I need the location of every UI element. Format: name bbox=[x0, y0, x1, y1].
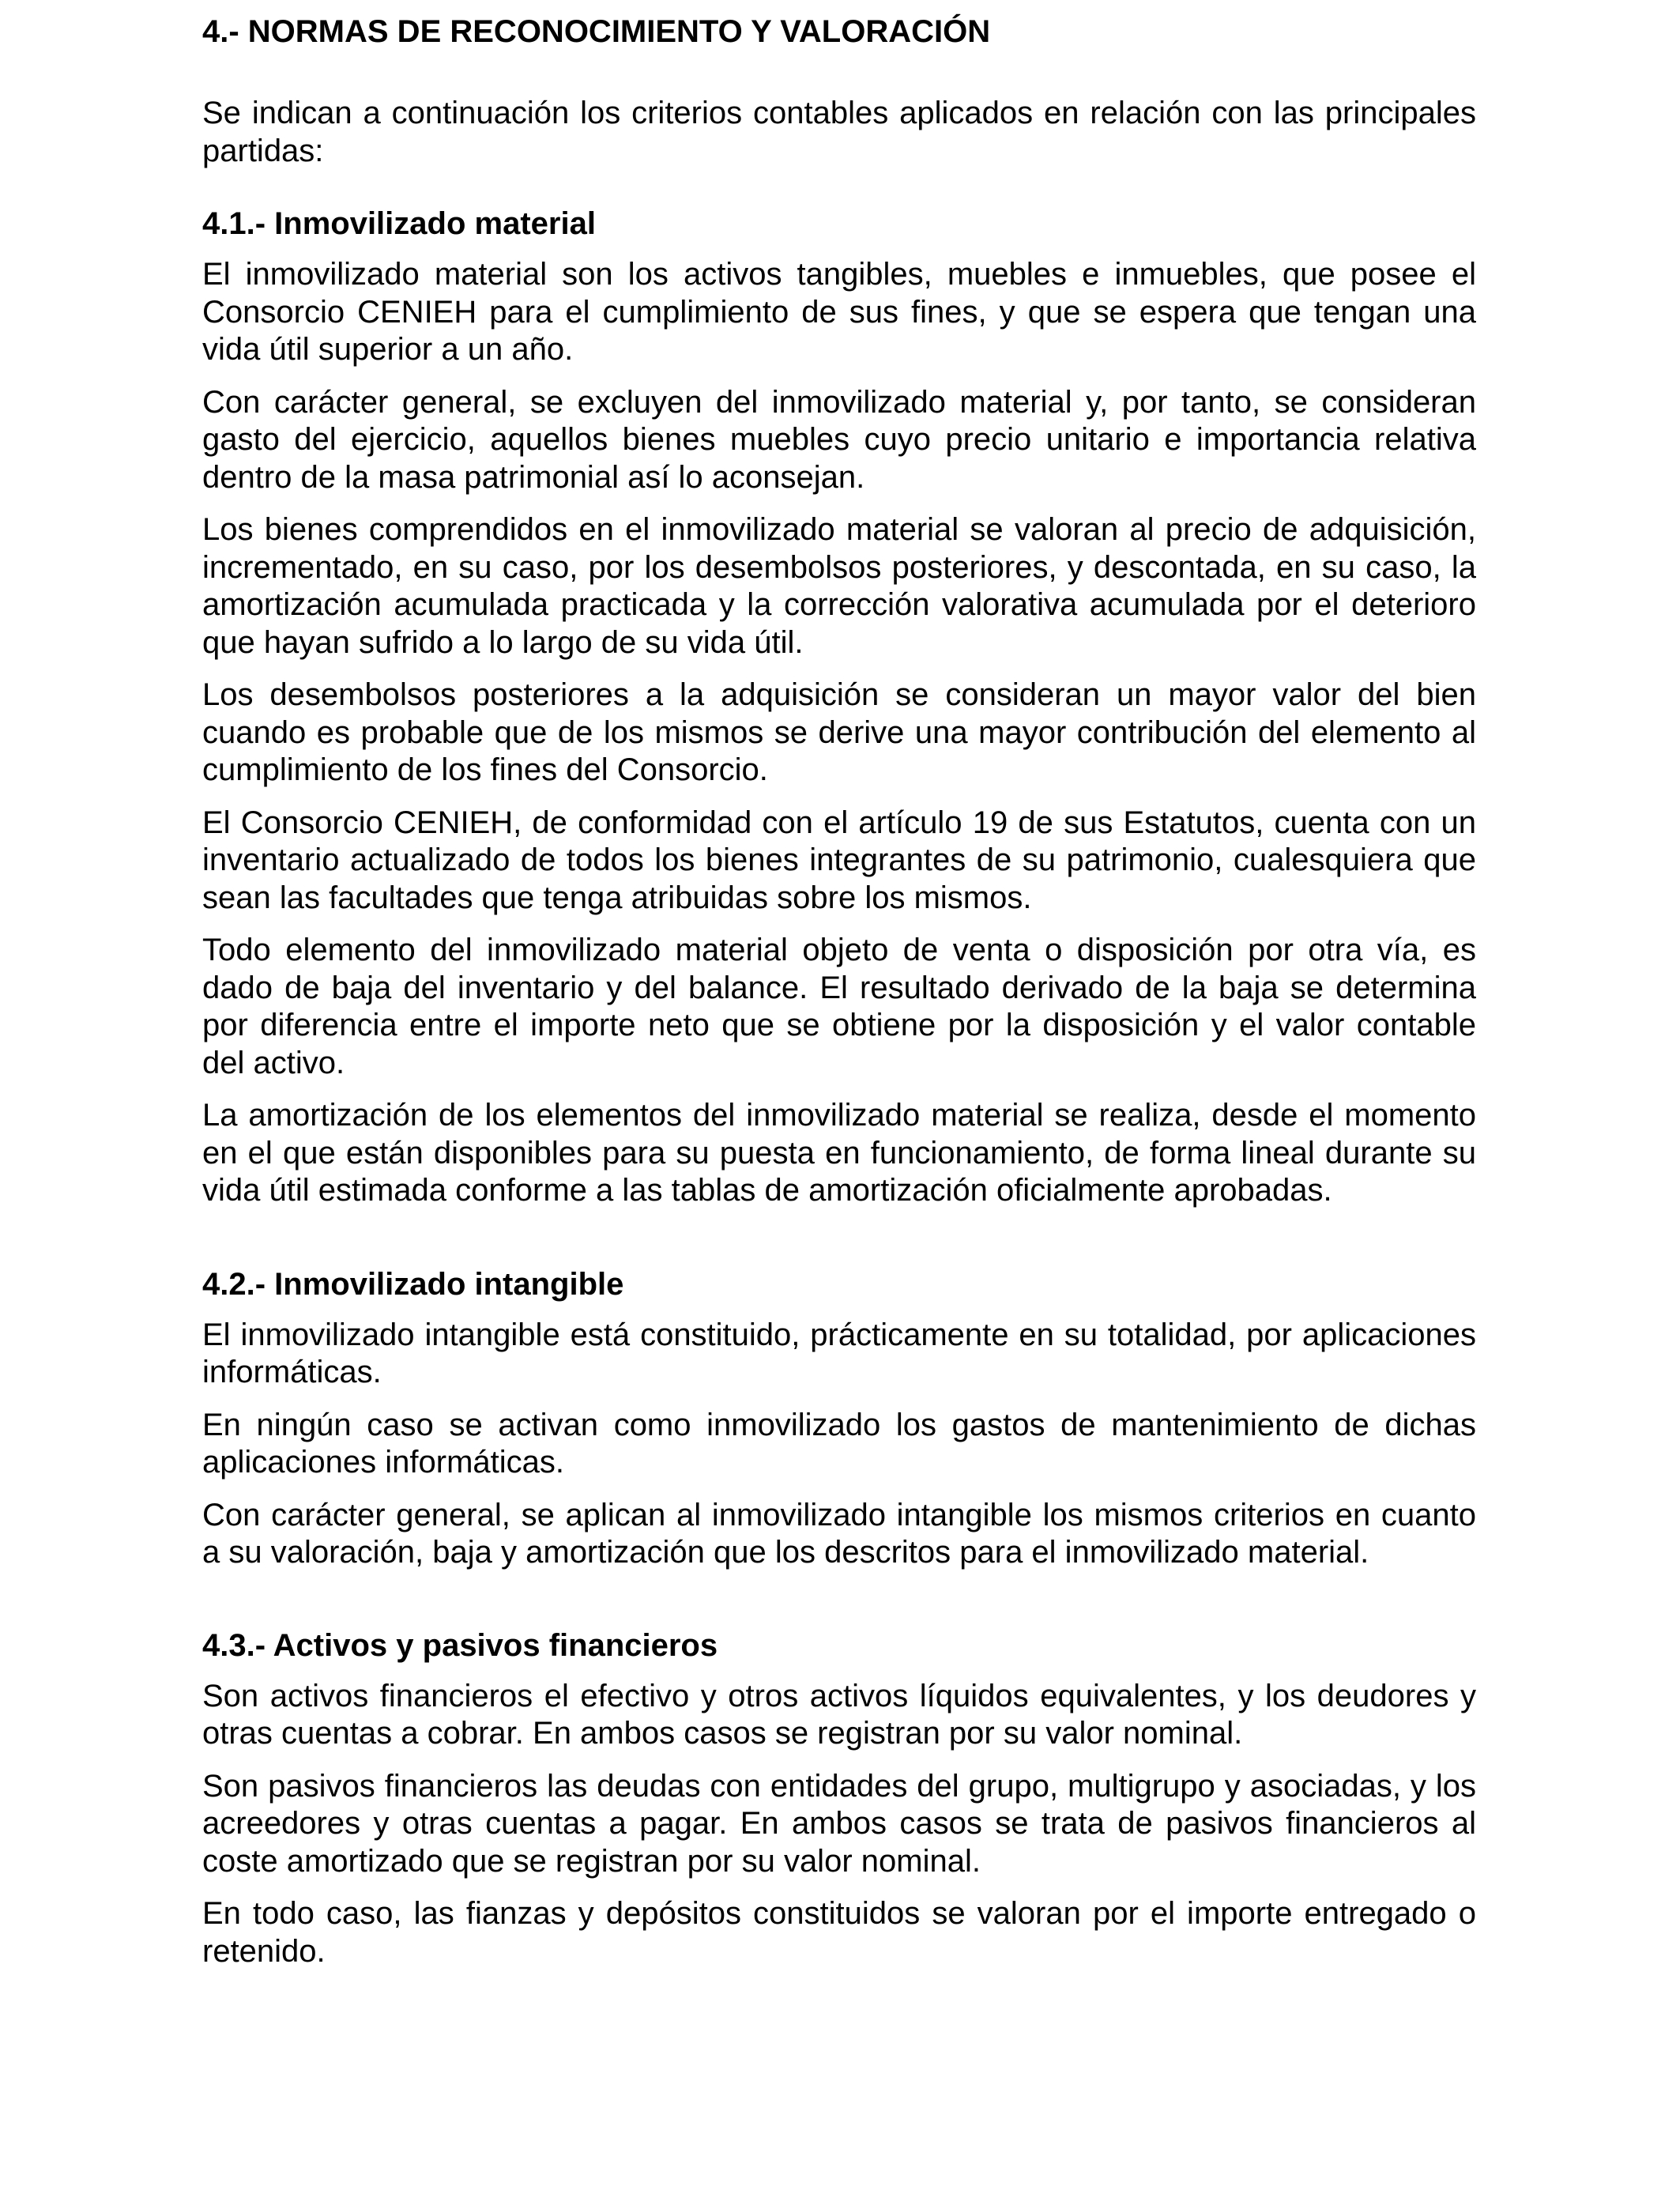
paragraph: Con carácter general, se aplican al inmovilizado intangible los mismos criterios en cuanto a su valoración, baja y amortización que los descritos para el inmovilizado material. bbox=[202, 1497, 1476, 1570]
section-heading-inmovilizado-material: 4.1.- Inmovilizado material bbox=[202, 206, 596, 241]
paragraph: En todo caso, las fianzas y depósitos constituidos se valoran por el importe entregado o retenido. bbox=[202, 1896, 1476, 1969]
section-heading-activos-pasivos-financieros: 4.3.- Activos y pasivos financieros bbox=[202, 1627, 718, 1663]
paragraph: Los bienes comprendidos en el inmovilizado material se valoran al precio de adquisición, incrementado, en su caso, por los desembolsos posteriores, y descontada, en su caso, la amortización acumulada practicada y la corrección valorativa acumulada por el deterioro que hayan sufrido a lo largo de su vida útil. bbox=[202, 512, 1476, 660]
paragraph: Todo elemento del inmovilizado material objeto de venta o disposición por otra vía, es dado de baja del inventario y del balance. El resultado derivado de la baja se determina por diferencia entre el importe neto que se obtiene por la disposición y el valor contable del activo. bbox=[202, 933, 1476, 1080]
document-page bbox=[202, 0, 1476, 1970]
paragraph: El inmovilizado material son los activos tangibles, muebles e inmuebles, que posee el Consorcio CENIEH para el cumplimiento de sus fines, y que se espera que tengan una vida útil superior a un año. bbox=[202, 257, 1476, 367]
section-heading-inmovilizado-intangible: 4.2.- Inmovilizado intangible bbox=[202, 1266, 624, 1302]
paragraph: Son pasivos financieros las deudas con entidades del grupo, multigrupo y asociadas, y los acreedores y otras cuentas a pagar. En ambos casos se trata de pasivos financieros al coste amortizado que se registran por su valor nominal. bbox=[202, 1768, 1476, 1879]
paragraph: Los desembolsos posteriores a la adquisición se consideran un mayor valor del bien cuando es probable que de los mismos se derive una mayor contribución del elemento al cumplimiento de los fines del Consorcio. bbox=[202, 677, 1476, 787]
paragraph: Con carácter general, se excluyen del inmovilizado material y, por tanto, se consideran gasto del ejercicio, aquellos bienes muebles cuyo precio unitario e importancia relativa dentro de la masa patrimonial así lo aconsejan. bbox=[202, 384, 1476, 495]
paragraph: El Consorcio CENIEH, de conformidad con el artículo 19 de sus Estatutos, cuenta con un inventario actualizado de todos los bienes integrantes de su patrimonio, cualesquiera que sean las facultades que tenga atribuidas sobre los mismos. bbox=[202, 805, 1476, 915]
paragraph: En ningún caso se activan como inmovilizado los gastos de mantenimiento de dichas aplicaciones informáticas. bbox=[202, 1407, 1476, 1480]
paragraph: El inmovilizado intangible está constituido, prácticamente en su totalidad, por aplicaciones informáticas. bbox=[202, 1317, 1476, 1389]
paragraph: Son activos financieros el efectivo y otros activos líquidos equivalentes, y los deudores y otras cuentas a cobrar. En ambos casos se registran por su valor nominal. bbox=[202, 1678, 1476, 1751]
document-title: 4.- NORMAS DE RECONOCIMIENTO Y VALORACIÓN bbox=[202, 14, 991, 49]
paragraph: La amortización de los elementos del inmovilizado material se realiza, desde el momento en el que están disponibles para su puesta en funcionamiento, de forma lineal durante su vida útil estimada conforme a las tablas de amortización oficialmente aprobadas. bbox=[202, 1098, 1476, 1208]
intro-paragraph: Se indican a continuación los criterios contables aplicados en relación con las principales partidas: bbox=[202, 96, 1476, 168]
